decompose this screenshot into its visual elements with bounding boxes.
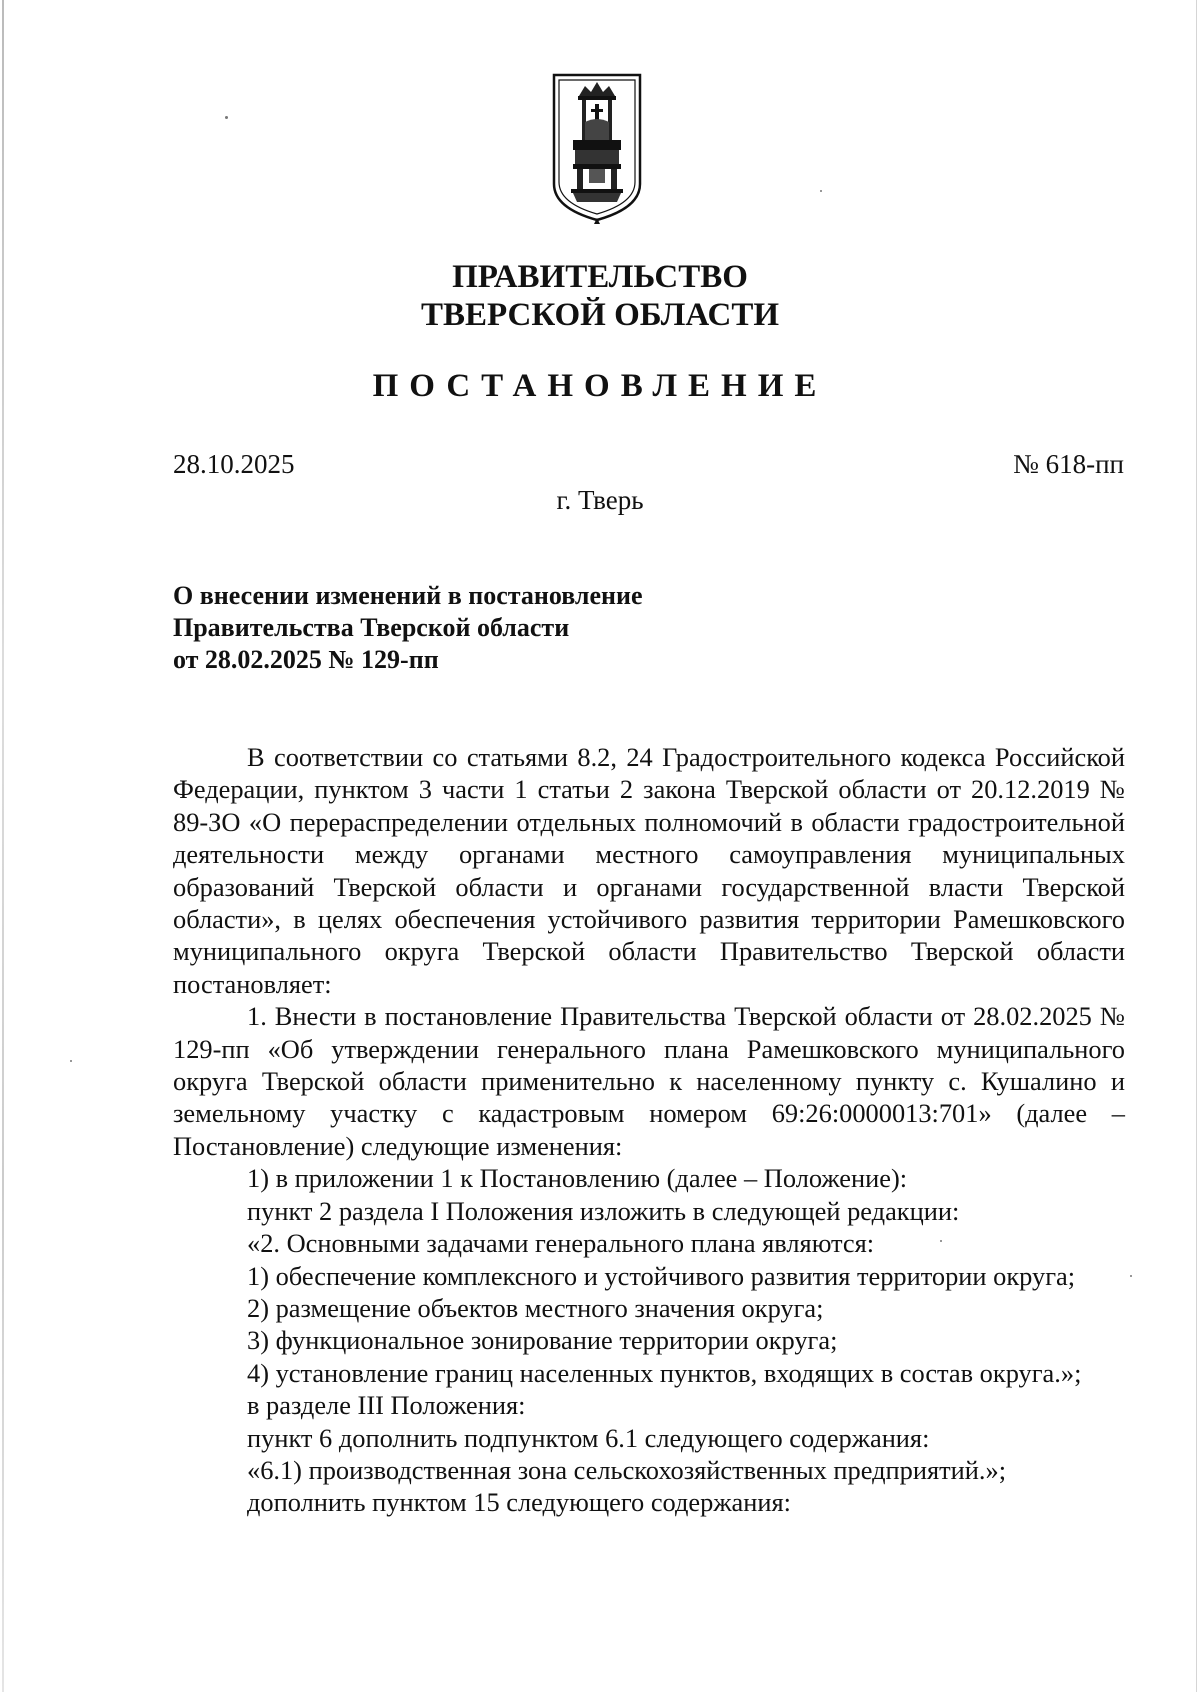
- body-paragraph: 1) обеспечение комплексного и устойчивого развития территории округа;: [247, 1260, 1076, 1291]
- document-city: г. Тверь: [556, 485, 644, 515]
- body-paragraph: в разделе III Положения:: [247, 1390, 526, 1421]
- body-paragraph: 4) установление границ населенных пунктов, входящих в состав округа.»;: [247, 1357, 1082, 1388]
- organization-line-2: ТВЕРСКОЙ ОБЛАСТИ: [420, 297, 780, 333]
- document-type: ПОСТАНОВЛЕНИЕ: [372, 368, 828, 404]
- body-paragraph: «6.1) производственная зона сельскохозяйственных предприятий.»;: [247, 1454, 1007, 1485]
- body-paragraph: «2. Основными задачами генерального плана являются:: [247, 1228, 875, 1259]
- scan-speck: [820, 190, 822, 192]
- organization-name: [0, 258, 1200, 334]
- body-paragraph: 1. Внести в постановление Правительства Тверской области от 28.02.2025 № 129-пп «Об утверждении генерального плана Рамешковского муниципального округа Тверской области применительно к населенному пункту с. Кушалино и земельному участку с кадастровым номером 69:26:0000013:701» (далее – Постановление) следующие изменения:: [173, 1001, 1125, 1161]
- tver-coat-of-arms-icon: [551, 72, 643, 224]
- body-paragraph: дополнить пунктом 15 следующего содержания:: [247, 1487, 791, 1518]
- body-paragraph: 3) функциональное зонирование территории округа;: [247, 1325, 838, 1356]
- scan-edge-right: [1196, 0, 1197, 1692]
- subject-line-1: О внесении изменений в постановление: [173, 581, 643, 610]
- scan-edge-left: [2, 0, 4, 1692]
- body-paragraph: 1) в приложении 1 к Постановлению (далее – Положение):: [247, 1163, 908, 1194]
- body-paragraph: пункт 2 раздела I Положения изложить в следующей редакции:: [247, 1195, 960, 1226]
- body-paragraph: 2) размещение объектов местного значения округа;: [247, 1292, 824, 1323]
- document-date: 28.10.2025: [173, 449, 295, 479]
- document-body: [173, 741, 1125, 1519]
- scan-speck: [225, 116, 228, 119]
- subject-line-3: от 28.02.2025 № 129-пп: [173, 645, 439, 674]
- body-paragraph: В соответствии со статьями 8.2, 24 Градостроительного кодекса Российской Федерации, пунктом 3 части 1 статьи 2 закона Тверской области от 20.12.2019 № 89-ЗО «О перераспределении отдельных полномочий в области градостроительной деятельности между органами местного самоуправления муниципальных образований Тверской области и органами государственной власти Тверской области», в целях обеспечения устойчивого развития территории Рамешковского муниципального округа Тверской области Правительство Тверской области постановляет:: [173, 742, 1125, 999]
- scan-speck: [70, 1060, 72, 1062]
- scan-speck: [1130, 1275, 1132, 1277]
- scan-speck: [940, 1240, 942, 1242]
- document-subject: [173, 580, 643, 676]
- body-paragraph: пункт 6 дополнить подпунктом 6.1 следующего содержания:: [247, 1422, 930, 1453]
- subject-line-2: Правительства Тверской области: [173, 613, 570, 642]
- document-number: № 618-пп: [1013, 449, 1124, 479]
- organization-line-1: ПРАВИТЕЛЬСТВО: [452, 259, 748, 295]
